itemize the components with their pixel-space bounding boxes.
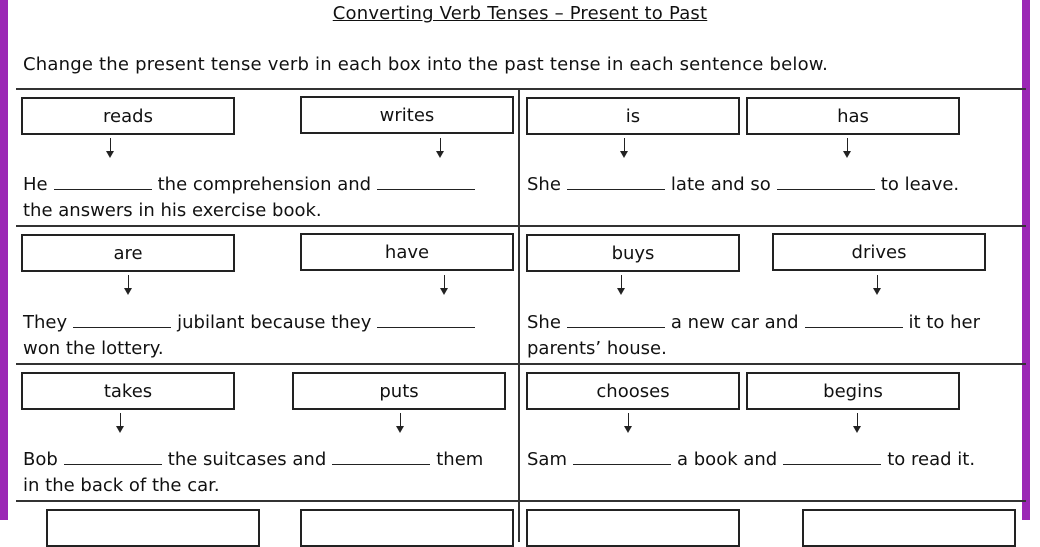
answer-blank[interactable] <box>54 171 152 190</box>
sentence <box>23 309 481 362</box>
answer-blank[interactable] <box>377 309 475 328</box>
verb-box <box>300 509 514 547</box>
exercise-cell-4 <box>520 227 1026 365</box>
sentence-text: Sam <box>527 449 567 470</box>
down-arrow-icon <box>628 413 629 431</box>
sentence <box>527 309 980 362</box>
answer-blank[interactable] <box>567 309 665 328</box>
down-arrow-icon <box>400 413 401 431</box>
verb-box: writes <box>300 96 514 134</box>
sentence <box>527 171 959 198</box>
exercise-cell-3 <box>16 227 520 365</box>
exercise-grid <box>16 88 1026 522</box>
verb-box: is <box>526 97 740 135</box>
down-arrow-icon <box>120 413 121 431</box>
exercise-cell-5 <box>16 365 520 502</box>
sentence-text: jubilant because they <box>177 312 372 333</box>
answer-blank[interactable] <box>777 171 875 190</box>
answer-blank[interactable] <box>805 309 903 328</box>
verb-box <box>802 509 1016 547</box>
verb-box: reads <box>21 97 235 135</box>
exercise-cell-8 <box>520 502 1026 542</box>
answer-blank[interactable] <box>332 446 430 465</box>
sentence-text: the suitcases and <box>167 449 327 470</box>
answer-blank[interactable] <box>73 309 171 328</box>
sentence-text: He <box>23 174 48 195</box>
sentence-text: a new car and <box>670 312 799 333</box>
sentence-text: They <box>23 312 68 333</box>
down-arrow-icon <box>621 275 622 293</box>
sentence-text: to read it. <box>887 449 976 470</box>
verb-box: chooses <box>526 372 740 410</box>
verb-box: has <box>746 97 960 135</box>
sentence-text: Bob <box>23 449 58 470</box>
sentence-text: the answers in his exercise book. <box>23 200 322 221</box>
down-arrow-icon <box>110 138 111 156</box>
sentence-text: to leave. <box>880 174 960 195</box>
down-arrow-icon <box>128 275 129 293</box>
exercise-cell-2 <box>520 90 1026 227</box>
down-arrow-icon <box>624 138 625 156</box>
instructions: Change the present tense verb in each box into the past tense in each sentence below. <box>23 54 829 75</box>
verb-box: begins <box>746 372 960 410</box>
verb-box: are <box>21 234 235 272</box>
down-arrow-icon <box>444 275 445 293</box>
sentence-text: She <box>527 174 561 195</box>
answer-blank[interactable] <box>567 171 665 190</box>
exercise-cell-7 <box>16 502 520 542</box>
sentence-text: in the back of the car. <box>23 475 220 496</box>
exercise-cell-6 <box>520 365 1026 502</box>
verb-box <box>526 509 740 547</box>
verb-box: puts <box>292 372 506 410</box>
sentence-text: late and so <box>670 174 771 195</box>
sentence-text: parents’ house. <box>527 338 667 359</box>
sentence-text: the comprehension and <box>157 174 372 195</box>
sentence <box>23 171 481 224</box>
sentence-text: a book and <box>677 449 778 470</box>
sentence <box>23 446 483 499</box>
sentence-text: won the lottery. <box>23 338 164 359</box>
sentence-text: it to her <box>908 312 980 333</box>
answer-blank[interactable] <box>783 446 881 465</box>
answer-blank[interactable] <box>573 446 671 465</box>
verb-box: takes <box>21 372 235 410</box>
down-arrow-icon <box>857 413 858 431</box>
down-arrow-icon <box>847 138 848 156</box>
answer-blank[interactable] <box>377 171 475 190</box>
sentence-text: She <box>527 312 561 333</box>
down-arrow-icon <box>440 138 441 156</box>
verb-box: buys <box>526 234 740 272</box>
verb-box: have <box>300 233 514 271</box>
down-arrow-icon <box>877 275 878 293</box>
verb-box <box>46 509 260 547</box>
answer-blank[interactable] <box>64 446 162 465</box>
sentence <box>527 446 975 473</box>
exercise-cell-1 <box>16 90 520 227</box>
verb-box: drives <box>772 233 986 271</box>
frame-left-border <box>0 0 8 520</box>
worksheet-title: Converting Verb Tenses – Present to Past <box>332 3 708 24</box>
sentence-text: them <box>436 449 484 470</box>
